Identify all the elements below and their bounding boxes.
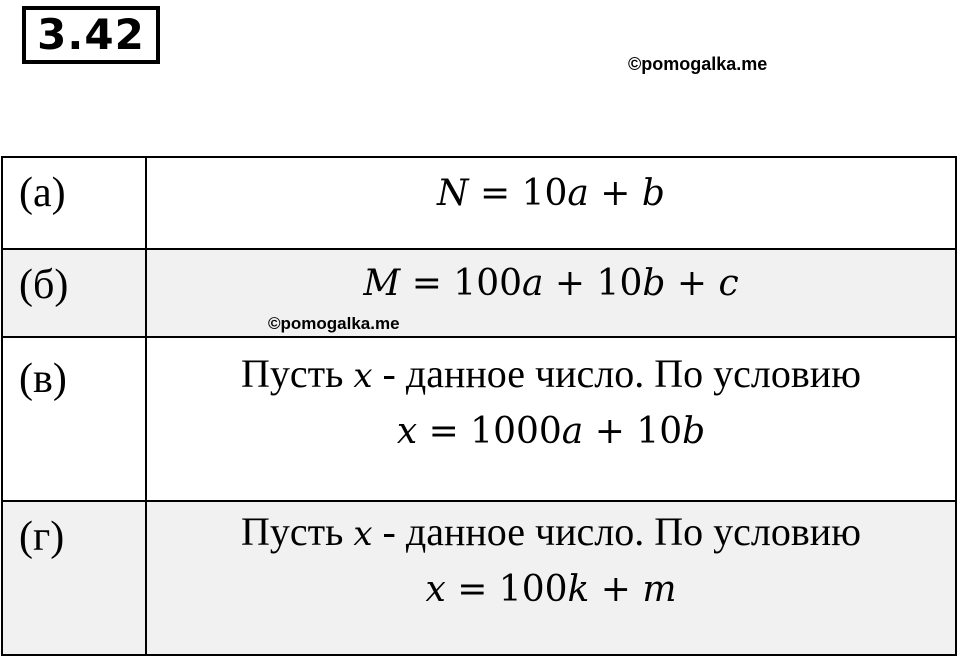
formula bbox=[147, 250, 955, 302]
formula-var: b bbox=[641, 173, 665, 214]
formula-var: b bbox=[642, 263, 666, 304]
formula-var: x bbox=[396, 411, 418, 452]
formula-var: N bbox=[437, 173, 469, 214]
row-content bbox=[146, 337, 956, 501]
formula bbox=[147, 552, 955, 608]
formula-part: = 100 bbox=[445, 569, 568, 610]
table-row-v bbox=[2, 337, 956, 501]
formula-var: m bbox=[642, 569, 677, 610]
formula-part: = 10 bbox=[468, 173, 568, 214]
row-label: (а) bbox=[2, 157, 146, 249]
formula bbox=[147, 394, 955, 450]
formula-var: a bbox=[561, 411, 584, 452]
row-label: (г) bbox=[2, 501, 146, 655]
condition-text bbox=[147, 502, 955, 552]
watermark-overlay: ©pomogalka.me bbox=[268, 314, 400, 333]
watermark-top: ©pomogalka.me bbox=[628, 54, 768, 74]
problem-number: 3.42 bbox=[22, 6, 160, 64]
row-label: (в) bbox=[2, 337, 146, 501]
text-part: Пусть bbox=[240, 509, 354, 554]
formula bbox=[147, 158, 955, 212]
text-part: - данное число. По условию bbox=[372, 351, 862, 396]
formula-var: c bbox=[718, 263, 739, 304]
row-label: (б) bbox=[2, 249, 146, 337]
formula-part: + bbox=[589, 569, 643, 610]
formula-var: a bbox=[567, 173, 589, 214]
table-row-g bbox=[2, 501, 956, 655]
formula-var: a bbox=[522, 263, 544, 304]
formula-part: + bbox=[588, 173, 642, 214]
formula-part: + bbox=[665, 263, 719, 304]
formula-var: b bbox=[682, 411, 706, 452]
text-variable: x bbox=[353, 356, 373, 396]
row-content bbox=[146, 157, 956, 249]
formula-part: + 10 bbox=[583, 411, 683, 452]
row-content bbox=[146, 501, 956, 655]
table-row-a bbox=[2, 157, 956, 249]
table-row-b bbox=[2, 249, 956, 337]
formula-part: = 1000 bbox=[417, 411, 562, 452]
formula-var: k bbox=[567, 569, 590, 610]
text-variable: x bbox=[353, 514, 373, 554]
formula-part: = 100 bbox=[400, 263, 523, 304]
solution-table bbox=[1, 156, 957, 656]
text-part: Пусть bbox=[240, 351, 354, 396]
formula-var: M bbox=[363, 263, 401, 304]
text-part: - данное число. По условию bbox=[372, 509, 862, 554]
condition-text bbox=[147, 338, 955, 394]
formula-part: + 10 bbox=[543, 263, 643, 304]
formula-var: x bbox=[425, 569, 446, 610]
